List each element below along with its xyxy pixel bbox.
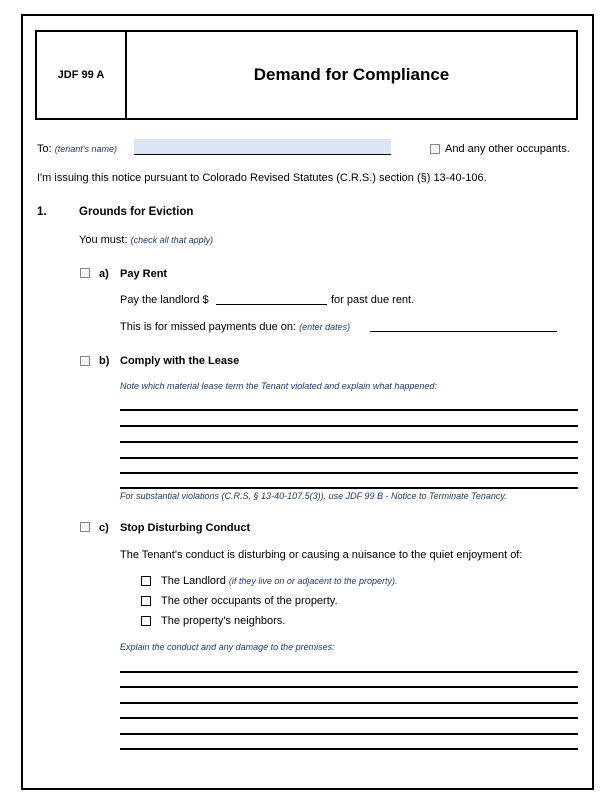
lease-explain-line[interactable]	[120, 487, 578, 489]
landlord-hint: (if they live on or adjacent to the property).	[228, 576, 398, 586]
landlord-option	[161, 575, 397, 587]
form-header	[35, 30, 578, 120]
neighbors-checkbox[interactable]	[141, 616, 151, 626]
neighbors-label: The property's neighbors.	[161, 615, 286, 627]
to-line	[37, 143, 117, 155]
conduct-explain-line[interactable]	[120, 748, 578, 750]
option-a-letter: a)	[99, 268, 109, 280]
landlord-label: The Landlord	[161, 575, 226, 587]
lease-explain-line[interactable]	[120, 457, 578, 459]
conduct-explain-line[interactable]	[120, 702, 578, 704]
pay-landlord-text: Pay the landlord $	[120, 294, 209, 306]
lease-explain-line[interactable]	[120, 409, 578, 411]
section-title: Grounds for Eviction	[79, 206, 194, 218]
lease-violation-note: Note which material lease term the Tenant violated and explain what happened:	[120, 381, 437, 391]
tenant-name-hint: (tenant's name)	[54, 144, 117, 154]
stop-disturbing-checkbox[interactable]	[80, 522, 90, 532]
substantial-violations-footnote: For substantial violations (C.R.S. § 13-40-107.5(3)), use JDF 99 B - Notice to Terminate Tenancy.	[120, 491, 507, 501]
lease-explain-line[interactable]	[120, 425, 578, 427]
option-b-title: Comply with the Lease	[120, 355, 240, 367]
missed-payments-line	[120, 321, 350, 333]
page-border	[21, 14, 594, 790]
enter-dates-hint: (enter dates)	[299, 322, 351, 332]
option-c-title: Stop Disturbing Conduct	[120, 522, 251, 534]
form-id: JDF 99 A	[37, 32, 127, 118]
conduct-explain-line[interactable]	[120, 733, 578, 735]
other-occupants-checkbox[interactable]	[430, 144, 440, 154]
missed-dates-field[interactable]	[370, 319, 557, 332]
option-b-letter: b)	[99, 355, 110, 367]
conduct-explain-line[interactable]	[120, 717, 578, 719]
conduct-explain-line[interactable]	[120, 686, 578, 688]
pay-rent-checkbox[interactable]	[80, 268, 90, 278]
section-number: 1.	[37, 206, 47, 218]
lease-explain-line[interactable]	[120, 441, 578, 443]
conduct-explain-hint: Explain the conduct and any damage to the premises:	[120, 642, 335, 652]
other-occupants-label: And any other occupants.	[445, 143, 570, 155]
option-a-title: Pay Rent	[120, 268, 168, 280]
you-must-line	[79, 234, 213, 246]
you-must-label: You must:	[79, 234, 128, 246]
to-label: To:	[37, 143, 52, 155]
form-title: Demand for Compliance	[253, 65, 450, 84]
lease-explain-line[interactable]	[120, 472, 578, 474]
conduct-explain-line[interactable]	[120, 671, 578, 673]
tenant-name-field[interactable]	[134, 139, 391, 155]
rent-amount-field[interactable]	[216, 292, 327, 305]
option-c-letter: c)	[99, 522, 109, 534]
missed-payments-text: This is for missed payments due on:	[120, 321, 297, 333]
pay-suffix-text: for past due rent.	[331, 294, 415, 306]
nuisance-statement: The Tenant's conduct is disturbing or causing a nuisance to the quiet enjoyment of:	[120, 549, 523, 561]
landlord-checkbox[interactable]	[141, 576, 151, 586]
occupants-checkbox[interactable]	[141, 596, 151, 606]
occupants-label: The other occupants of the property.	[161, 595, 338, 607]
you-must-hint: (check all that apply)	[130, 235, 214, 245]
notice-statement: I'm issuing this notice pursuant to Colorado Revised Statutes (C.R.S.) section (§) 13-40-106.	[37, 172, 487, 184]
comply-lease-checkbox[interactable]	[80, 356, 90, 366]
